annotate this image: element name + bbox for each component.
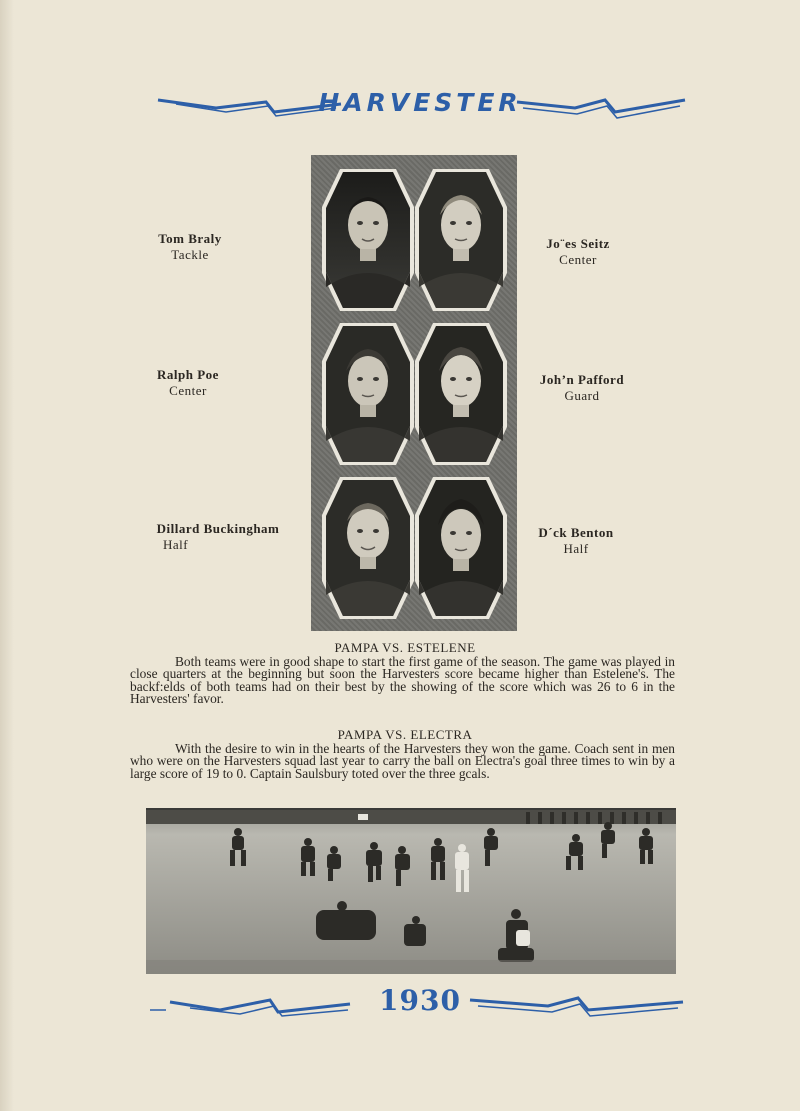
player-name: Johʼn Pafford — [539, 372, 625, 387]
portrait-photo — [322, 475, 414, 621]
portrait-photo — [415, 321, 507, 467]
player-caption-5 — [133, 521, 303, 553]
player-caption-1 — [105, 231, 275, 263]
player-name: Jo¨es Seitz — [546, 236, 610, 251]
player-position: Half — [563, 541, 589, 556]
page-binding-edge — [0, 0, 14, 1111]
player-name: Tom Braly — [158, 231, 222, 246]
player-position: Tackle — [171, 247, 209, 262]
game-action-photo — [146, 808, 676, 974]
player-position: Center — [169, 383, 207, 398]
section-heading: PAMPA VS. ESTELENE — [334, 640, 476, 655]
article-paragraph: With the desire to win in the hearts of the Harvesters they won the game. Coach sent in men who were on the Harvesters squad last year to carry the ball on Electra's goal three times to win by a large score of 19 to 0. Captain Saulsbury toted over the three gcals. — [130, 741, 675, 781]
yearbook-title: HARVESTER — [318, 88, 522, 117]
portrait-photo — [415, 167, 507, 313]
player-caption-3 — [103, 367, 273, 399]
player-name: Ralph Poe — [157, 367, 219, 382]
player-name: D´ck Benton — [538, 525, 614, 540]
article-paragraph: Both teams were in good shape to start the first game of the season. The game was played in close quarters at the beginning but soon the Harvesters score became higher than Estelene's. The backf:elds of both teams had on their best by the showing of the score which was 26 to 6 in the Harvesters' favor. — [130, 654, 675, 707]
portrait-panel — [311, 155, 517, 631]
player-position: Guard — [564, 388, 600, 403]
portrait-photo — [322, 167, 414, 313]
right-lightning-ornament — [468, 992, 688, 1022]
portrait-photo — [415, 475, 507, 621]
player-position: Half — [163, 537, 189, 552]
section-heading: PAMPA VS. ELECTRA — [337, 727, 473, 742]
right-lightning-ornament — [515, 94, 690, 124]
page-header — [150, 86, 690, 126]
portrait-photo — [322, 321, 414, 467]
player-caption-4 — [497, 372, 667, 404]
yearbook-year: 1930 — [379, 984, 461, 1017]
player-position: Center — [559, 252, 597, 267]
player-caption-2 — [493, 236, 663, 268]
player-name: Dillard Buckingham — [156, 521, 280, 536]
page-footer — [150, 984, 690, 1024]
